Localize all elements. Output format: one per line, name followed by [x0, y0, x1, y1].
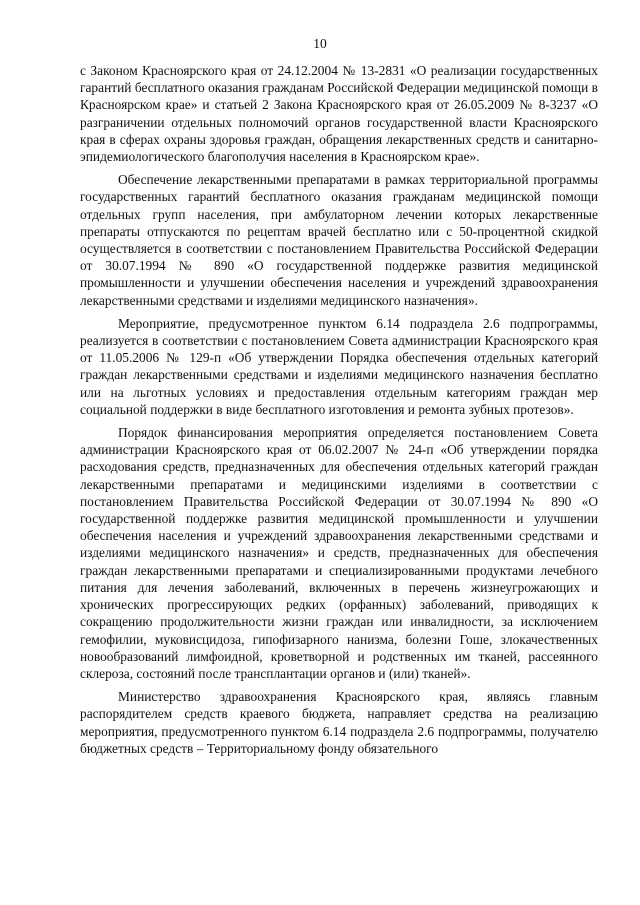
paragraph-measure-implementation: Мероприятие, предусмотренное пунктом 6.14 подраздела 2.6 подпрограммы, реализуется в соответствии с постановлением Совета администрации Красноярского края от 11.05.2006 № 129-п «Об утверждении Порядка обеспечения отдельных категорий граждан лекарственными средствами и изделиями медицинского назначения бесплатно или на льготных условиях и предоставления отдельным категориям граждан мер социальной поддержки в виде бесплатного изготовления и ремонта зубных протезов». [80, 315, 598, 417]
page-number: 10 [313, 36, 327, 51]
paragraph-financing-procedure: Порядок финансирования мероприятия определяется постановлением Совета администрации Красноярского края от 06.02.2007 № 24-п «Об утверждении порядка расходования средств, предназначенных для обеспечения отдельных категорий граждан лекарственными препаратами и медицинскими изделиями в соответствии с постановлением Правительства Российской Федерации от 30.07.1994 № 890 «О государственной поддержке развития медицинской промышленности и улучшении обеспечения населения и учреждений здравоохранения лекарственными средствами и изделиями медицинского назначения» и средств, предназначенных для обеспечения граждан лекарственными препаратами и специализированными продуктами лечебного питания для лечения заболеваний, включенных в перечень жизнеугрожающих и хронических прогрессирующих редких (орфанных) заболеваний, приводящих к сокращению продолжительности жизни граждан или инвалидности, за исключением гемофилии, муковисцидоза, гипофизарного нанизма, болезни Гоше, злокачественных новообразований лимфоидной, кроветворной и родственных им тканей, рассеянного склероза, состояний после трансплантации органов и (или) тканей». [80, 425, 598, 681]
document-body [80, 62, 598, 763]
paragraph-drug-provision: Обеспечение лекарственными препаратами в рамках территориальной программы государственных гарантий бесплатного оказания гражданам медицинской помощи отдельных групп населения, при амбулаторном лечении которых лекарственные препараты отпускаются по рецептам врачей бесплатно или с 50-процентной скидкой осуществляется в соответствии с постановлением Правительства Российской Федерации от 30.07.1994 № 890 «О государственной поддержке развития медицинской промышленности и улучшении обеспечения населения и учреждений здравоохранения лекарственными средствами и изделиями медицинского назначения». [80, 172, 598, 308]
paragraph-continuation: с Законом Красноярского края от 24.12.2004 № 13-2831 «О реализации государственных гарантий бесплатного оказания гражданам Российской Федерации медицинской помощи в Красноярском крае» и статьей 2 Закона Красноярского края от 26.05.2009 № 8-3237 «О разграничении отдельных полномочий органов государственной власти Красноярского края в сферах охраны здоровья граждан, обращения лекарственных средств и санитарно-эпидемиологического благополучия населения в Красноярском крае». [80, 63, 598, 165]
paragraph-ministry-funding: Министерство здравоохранения Красноярского края, являясь главным распорядителем средств краевого бюджета, направляет средства на реализацию мероприятия, предусмотренного пунктом 6.14 подраздела 2.6 подпрограммы, получателю бюджетных средств – Территориальному фонду обязательного [80, 689, 598, 756]
